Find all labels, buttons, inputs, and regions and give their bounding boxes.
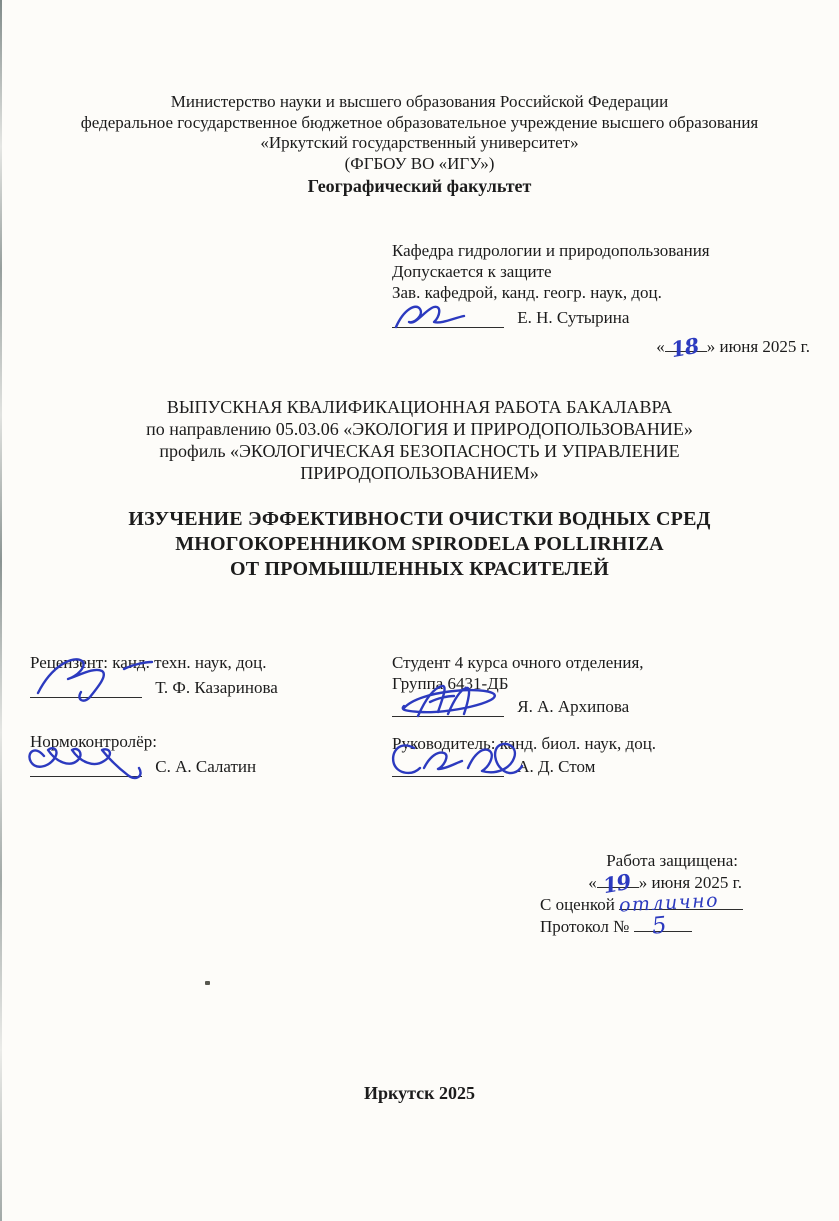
supervisor-position: Руководитель: канд. биол. наук, доц. xyxy=(392,734,657,753)
signature-line xyxy=(392,758,504,777)
reviewer-block xyxy=(30,652,375,699)
thesis-title-line-3: ОТ ПРОМЫШЛЕННЫХ КРАСИТЕЛЕЙ xyxy=(229,558,610,580)
defense-title: Работа защищена: xyxy=(606,851,738,870)
normcontrol-signature xyxy=(26,738,176,784)
approval-block xyxy=(392,240,812,363)
head-signature xyxy=(388,299,492,335)
handwritten-day: 19 xyxy=(600,868,632,899)
abbreviation-line: (ФГБОУ ВО «ИГУ») xyxy=(344,153,495,173)
handwritten-grade: отлично xyxy=(618,889,720,917)
header-block xyxy=(0,92,839,197)
normcontrol-name: С. А. Салатин xyxy=(155,757,257,776)
signature-line xyxy=(392,698,504,717)
supervisor-signature xyxy=(388,736,528,784)
date-close-text: » июня 2025 г. xyxy=(706,337,810,356)
normcontrol-block xyxy=(30,731,375,778)
grade-label: С оценкой xyxy=(540,895,615,914)
work-type-block xyxy=(0,396,839,484)
grade-slot xyxy=(618,889,743,917)
handwritten-day: 18 xyxy=(668,332,700,363)
defense-date-line xyxy=(540,868,756,899)
reviewer-signature xyxy=(26,653,166,705)
admission-line: Допускается к защите xyxy=(392,262,552,281)
protocol-line xyxy=(540,912,756,940)
date-open-quote: « xyxy=(588,873,597,892)
thesis-title-line-2: МНОГОКОРЕННИКОМ SPIRODELA POLLIRHIZA xyxy=(175,533,664,555)
city-year-line: Иркутск 2025 xyxy=(363,1083,476,1103)
work-type-line: ВЫПУСКНАЯ КВАЛИФИКАЦИОННАЯ РАБОТА БАКАЛАВРА xyxy=(166,397,673,417)
reviewer-signature-row xyxy=(30,677,375,699)
reviewer-position: Рецензент: канд. техн. наук, доц. xyxy=(30,653,267,672)
student-signature xyxy=(388,680,518,724)
defense-day-slot xyxy=(597,868,639,899)
supervisor-block xyxy=(392,733,822,778)
signature-line xyxy=(392,309,504,328)
student-signature-row xyxy=(392,696,822,718)
signature-line xyxy=(30,758,142,777)
student-line-1: Студент 4 курса очного отделения, xyxy=(392,653,644,672)
handwritten-protocol-number: 5 xyxy=(650,912,668,940)
normcontrol-position: Нормоконтролёр: xyxy=(30,732,157,751)
head-signature-row xyxy=(392,307,812,329)
date-open-quote: « xyxy=(656,337,665,356)
grade-line xyxy=(540,889,756,917)
supervisor-signature-row xyxy=(392,756,822,778)
university-line: «Иркутский государственный университет» xyxy=(260,133,579,152)
profile-line-2: ПРИРОДОПОЛЬЗОВАНИЕМ» xyxy=(300,463,539,483)
signature-line xyxy=(30,679,142,698)
head-position-line: Зав. кафедрой, канд. геогр. наук, доц. xyxy=(392,283,662,302)
profile-line-1: профиль «ЭКОЛОГИЧЕСКАЯ БЕЗОПАСНОСТЬ И УПРАВЛЕНИЕ xyxy=(159,441,680,461)
protocol-slot xyxy=(634,912,692,940)
approval-date-line xyxy=(392,332,812,363)
student-block xyxy=(392,652,822,718)
head-name: Е. Н. Сутырина xyxy=(517,308,630,327)
defense-block xyxy=(540,850,756,940)
normcontrol-signature-row xyxy=(30,756,375,778)
thesis-title xyxy=(0,507,839,582)
date-day-slot xyxy=(665,332,707,363)
student-name: Я. А. Архипова xyxy=(517,697,630,716)
supervisor-name: А. Д. Стом xyxy=(517,757,596,776)
reviewer-name: Т. Ф. Казаринова xyxy=(155,678,278,697)
ministry-line: Министерство науки и высшего образования Российской Федерации xyxy=(170,92,669,111)
faculty-line: Географический факультет xyxy=(307,176,532,196)
institution-line: федеральное государственное бюджетное образовательное учреждение высшего образования xyxy=(80,112,759,132)
scan-speck xyxy=(205,981,210,985)
thesis-title-line-1: ИЗУЧЕНИЕ ЭФФЕКТИВНОСТИ ОЧИСТКИ ВОДНЫХ СРЕД xyxy=(128,508,711,530)
date-close-text: » июня 2025 г. xyxy=(638,873,742,892)
student-line-2: Группа 6431-ДБ xyxy=(392,674,509,693)
department-line: Кафедра гидрологии и природопользования xyxy=(392,241,710,260)
direction-line: по направлению 05.03.06 «ЭКОЛОГИЯ И ПРИРОДОПОЛЬЗОВАНИЕ» xyxy=(146,419,693,439)
protocol-label: Протокол № xyxy=(540,917,630,936)
